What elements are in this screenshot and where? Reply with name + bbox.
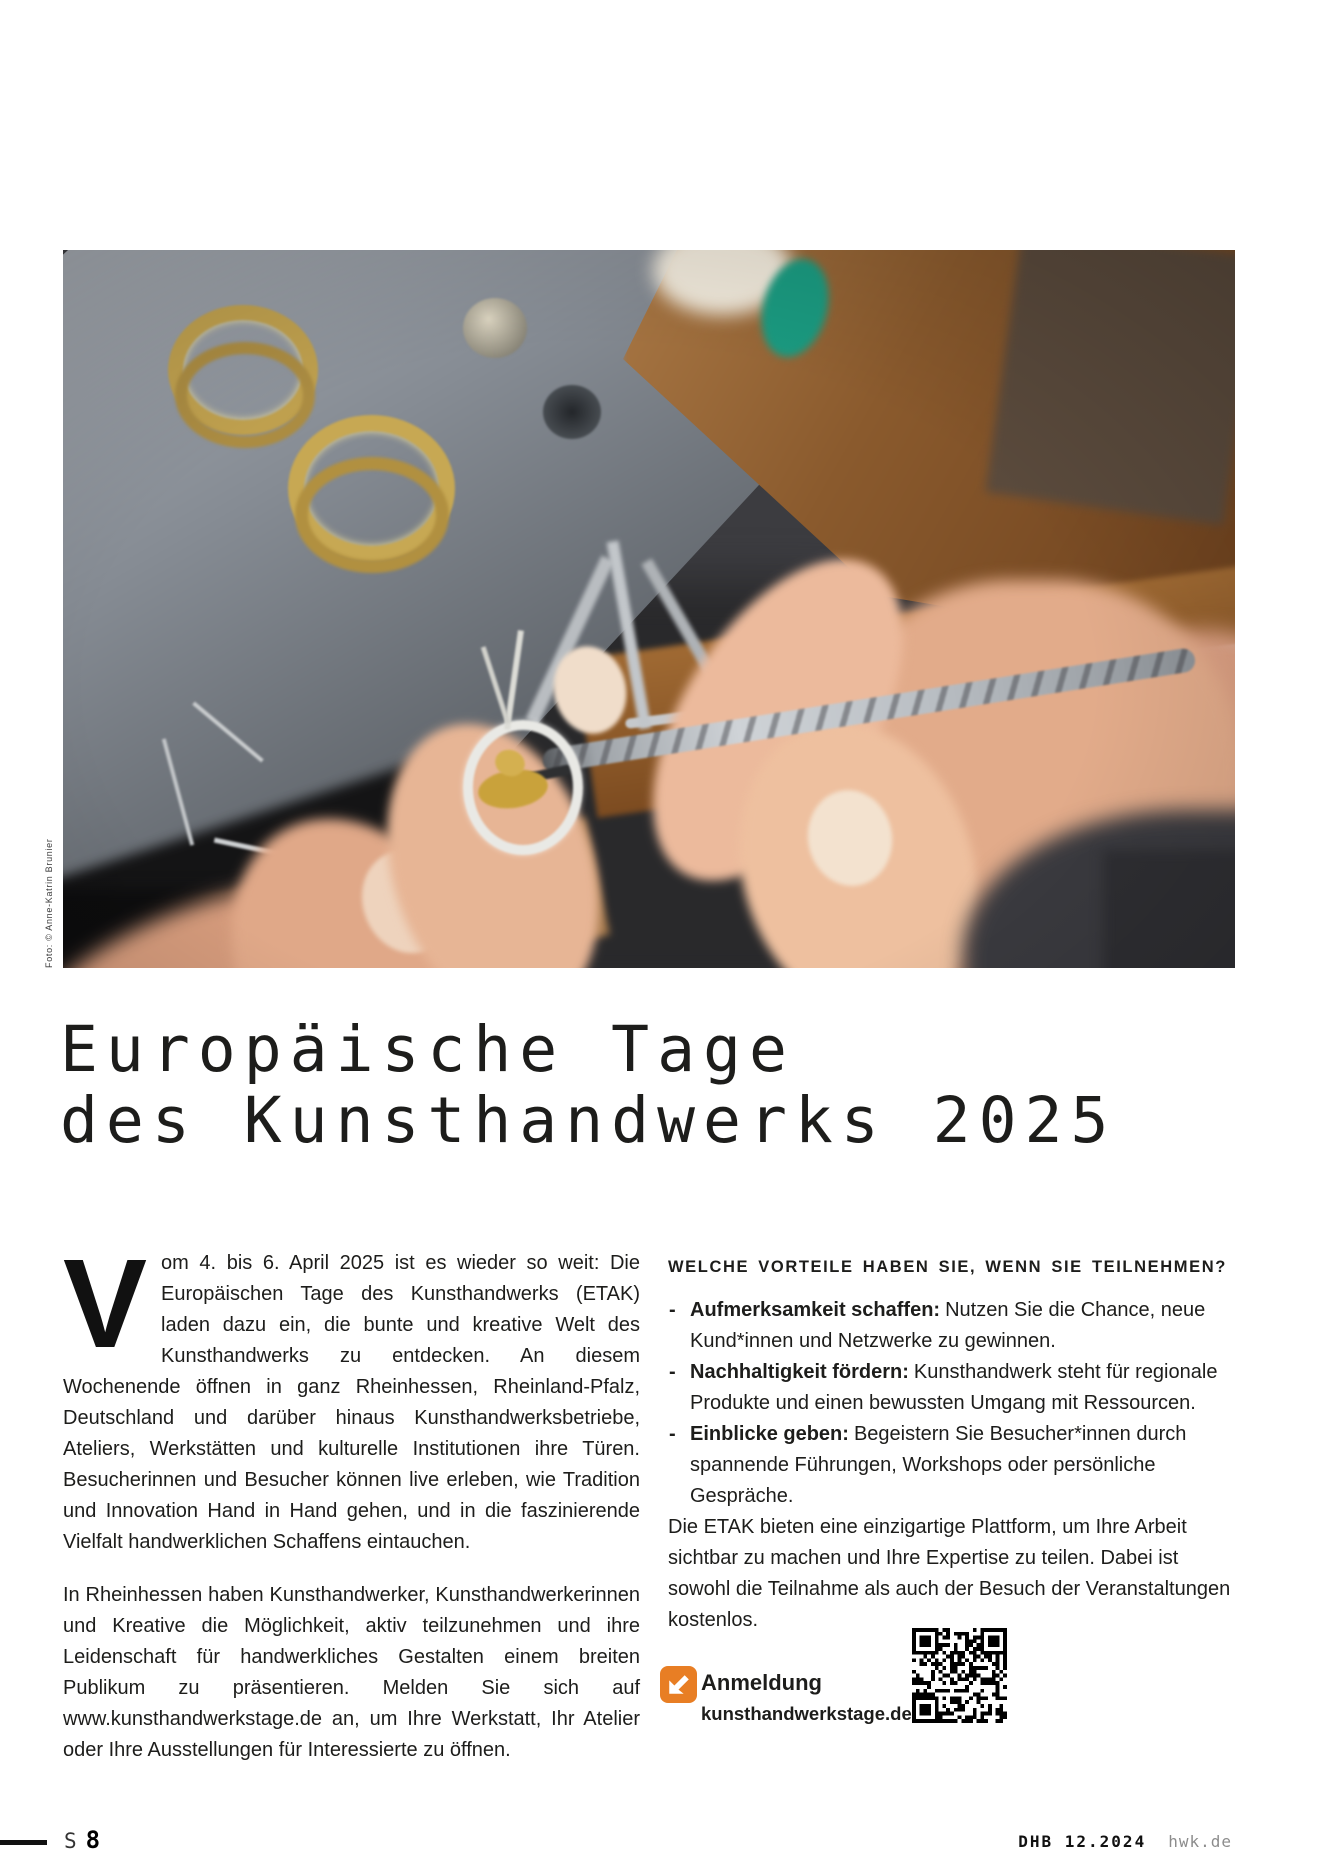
footer-page-number: 8 — [85, 1826, 101, 1854]
photo-steel-block — [63, 250, 803, 930]
bullet-dash: - — [669, 1423, 676, 1445]
benefit-text: Kunsthandwerk steht für regionale Produkte und einen bewussten Umgang mit Ressourcen. — [690, 1361, 1218, 1414]
photo-gold-bird — [491, 746, 528, 781]
photo-fingernail — [800, 783, 899, 892]
photo-left-thumb — [180, 773, 547, 968]
bullet-dash: - — [669, 1299, 676, 1321]
photo-under-bench-shadow — [63, 740, 539, 968]
benefit-label: Einblicke geben: — [690, 1423, 849, 1445]
photo-pliers — [526, 555, 615, 724]
photo-silver-ring — [463, 720, 583, 855]
photo-gold-ring — [175, 342, 315, 448]
registration-title: Anmeldung — [701, 1670, 822, 1695]
qr-code — [912, 1628, 1007, 1723]
article-paragraph-2: In Rheinhessen haben Kunsthandwerker, Kunsthandwerkerinnen und Kreative die Möglichkeit, aktiv teilzunehmen und ihre Leidenschaft für handwerkliches Gestalten einem breiten Publikum zu präsentieren. Melden Sie sich auf www.kunsthandwerkstage.de an, um Ihre Werkstatt, Ihr Atelier oder Ihre Ausstellungen für Interessierte zu öffnen. — [63, 1584, 640, 1761]
photo-wood-dark-block — [985, 250, 1235, 525]
qr-code-pattern — [912, 1628, 1007, 1723]
page-title-line1: Europäische Tage — [60, 1013, 795, 1086]
photo-pliers — [607, 540, 652, 729]
footer-site: hwk.de — [1168, 1832, 1232, 1851]
photo-gold-ring — [288, 415, 455, 562]
photo-wood-plank — [76, 817, 610, 968]
footer-page — [64, 1826, 100, 1854]
footer-issue: DHB 12.2024 — [1018, 1832, 1147, 1851]
page-title-line2: des Kunsthandwerks 2025 — [60, 1084, 1117, 1157]
photo-metal-rod — [625, 641, 1235, 729]
photo-graver-tool — [541, 647, 1197, 774]
photo-graver-tip — [493, 764, 573, 790]
benefit-label: Aufmerksamkeit schaffen: — [690, 1299, 941, 1321]
benefit-item — [668, 1419, 1235, 1512]
photo-left-finger — [352, 696, 635, 968]
workshop-photo — [63, 250, 1235, 968]
photo-right-thumb — [702, 692, 1013, 968]
photo-metal-rod — [823, 795, 1235, 833]
photo-right-hand — [823, 580, 1235, 968]
benefit-text: Nutzen Sie die Chance, neue Kund*innen und Netzwerke zu gewinnen. — [690, 1299, 1206, 1352]
benefits-heading: WELCHE VORTEILE HABEN SIE, WENN SIE TEILNEHMEN? — [668, 1258, 1227, 1276]
photo-green-tool — [751, 251, 839, 364]
photo-silver-sprig — [504, 630, 524, 730]
article-paragraph-1-text: om 4. bis 6. April 2025 ist es wieder so weit: Die Europäischen Tage des Kunsthandwerks (ETAK) laden dazu ein, die bunte und kreative Welt des Kunsthandwerks zu entdecken. An diesem Wochenende öffnen in ganz Rheinhessen, Rheinland-Pfalz, Deutschland und darüber hinaus Kunsthandwerksbetriebe, Ateliers, Werkstätten und kulturelle Institutionen ihre Türen. Besucherinnen und Besucher können live erleben, wie Tradition und Innovation Hand in Hand gehen, und in die faszinierende Vielfalt handwerklichen Schaffens eintauchen. — [63, 1252, 640, 1553]
photo-wire-pin — [162, 738, 194, 845]
photo-pliers — [641, 558, 736, 711]
registration-url: kunsthandwerkstage.de — [701, 1703, 912, 1724]
photo-credit: Foto: © Anne-Katrin Brunier — [44, 838, 54, 968]
benefit-item — [668, 1295, 1235, 1357]
article-paragraph-1 — [63, 1233, 640, 1558]
photo-fingernail — [546, 639, 635, 740]
bullet-dash: - — [669, 1361, 676, 1383]
photo-left-hand — [63, 827, 548, 968]
footer-page-label: S — [64, 1829, 77, 1853]
photo-dome-dish — [463, 298, 527, 358]
photo-wood-bench — [623, 250, 1235, 660]
photo-gold-ring — [168, 305, 318, 435]
photo-drilled-hole — [543, 385, 601, 439]
photo-sweater-sleeve — [1103, 850, 1235, 968]
benefit-item — [668, 1357, 1235, 1419]
arrow-down-left-icon — [660, 1666, 697, 1703]
photo-background — [243, 580, 1143, 968]
benefits-closing: Die ETAK bieten eine einzigartige Plattform, um Ihre Arbeit sichtbar zu machen und Ihre Expertise zu teilen. Dabei ist sowohl die Teilnahme als auch der Besuch der Veranstaltungen kostenlos. — [668, 1516, 1231, 1631]
footer-rule — [0, 1840, 47, 1845]
article-column — [63, 1233, 640, 1788]
photo-sweater-sleeve — [963, 810, 1235, 968]
photo-gold-bird — [476, 765, 551, 812]
photo-gold-ring — [295, 457, 449, 573]
photo-wire-pin — [214, 838, 332, 868]
photo-wire-pin — [192, 702, 264, 763]
photo-right-finger — [602, 517, 954, 923]
photo-silver-sprig — [481, 646, 510, 724]
photo-corner-shadow — [63, 890, 293, 968]
photo-right-hand — [1023, 630, 1235, 968]
photo-white-patch — [653, 250, 793, 315]
benefits-column — [668, 1248, 1235, 1658]
photo-fingernail — [348, 838, 466, 966]
photo-wood-beam — [575, 562, 1235, 818]
benefit-label: Nachhaltigkeit fördern: — [690, 1361, 909, 1383]
drop-cap: V — [63, 1233, 148, 1374]
benefit-text: Begeistern Sie Besucher*innen durch spannende Führungen, Workshops oder persönliche Gespräche. — [690, 1423, 1187, 1507]
footer-meta — [1018, 1832, 1232, 1851]
page-title — [60, 1014, 1116, 1156]
